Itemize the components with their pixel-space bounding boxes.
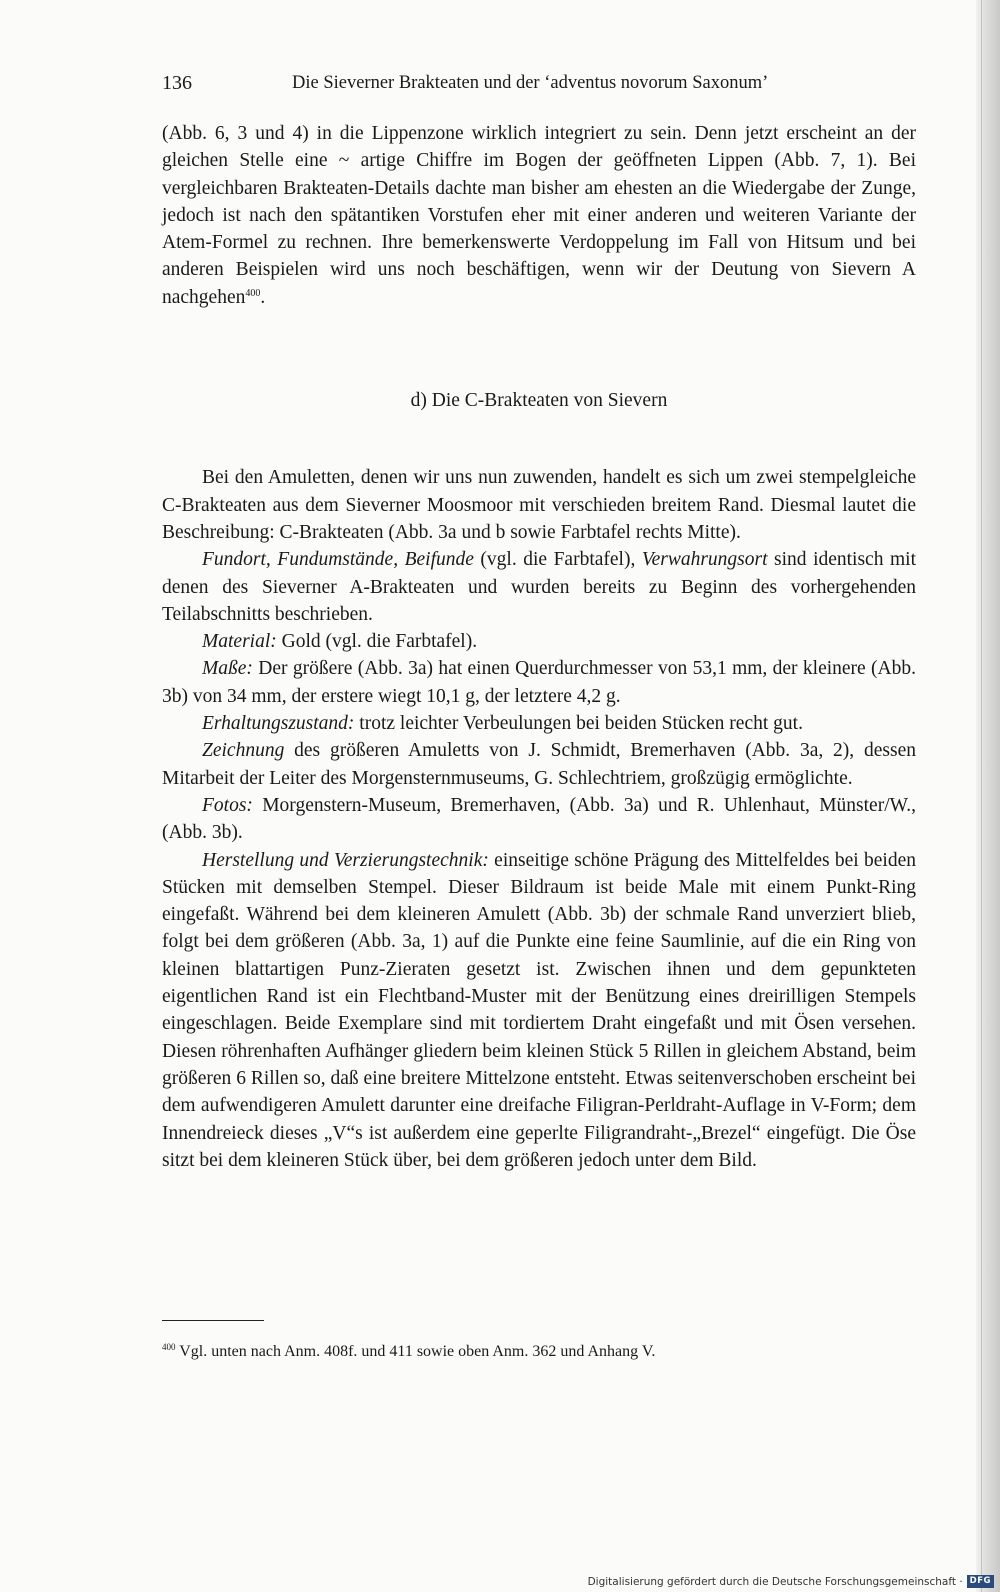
- label-erhaltung: Erhaltungszustand:: [202, 713, 355, 735]
- label-fotos: Fotos:: [202, 794, 253, 816]
- masse-text: Der größere (Abb. 3a) hat einen Querdurchmesser von 53,1 mm, der kleinere (Abb. 3b) von 34 mm, der erstere wiegt 10,1 g, der letztere 4,2 g.: [162, 658, 916, 707]
- page-header: [162, 72, 920, 102]
- credit-text: Digitalisierung gefördert durch die Deutsche Forschungsgemeinschaft ·: [587, 1575, 963, 1588]
- fundort-rest: sind identisch mit denen des Sieverner A-Brakteaten und wurden bereits zu Beginn des vorhergehenden Teilabschnitts beschrieben.: [162, 549, 916, 625]
- label-fundort: Fundort, Fundumstände, Beifunde: [202, 549, 474, 571]
- label-verwahrungsort: Verwahrungsort: [641, 549, 768, 571]
- intro-text-end: .: [260, 286, 266, 308]
- main-text: [162, 120, 916, 1174]
- paragraph-herstellung: [162, 847, 916, 1175]
- footnote-400: [162, 1343, 922, 1361]
- intro-text-b: artige Chiffre im Bogen der geöffneten Lippen (Abb. 7, 1). Bei vergleichbaren Brakteaten-Details dachte man bisher am ehesten an die Wiedergabe der Zunge, jedoch ist nach den spätantiken Vorstufen eher mit einer anderen und weiteren Variante der Atem-Formel zu rechnen. Ihre bemerkenswerte Verdoppelung im Fall von Hitsum und bei anderen Beispielen wird uns noch beschäftigen, wenn wir der Deutung von Sievern A nachgehen: [162, 150, 916, 308]
- page-edge-line: [981, 0, 982, 1592]
- label-material: Material:: [202, 631, 277, 653]
- herstellung-text: einseitige schöne Prägung des Mittelfeldes bei beiden Stücken mit demselben Stempel. Dieser Bildraum ist beide Male mit einem Punkt-Ring eingefaßt. Während bei dem kleineren Amulett (Abb. 3b) der schmale Rand unverziert blieb, folgt bei dem größeren (Abb. 3a, 1) auf die Punkte eine feine Saumlinie, auf die ein Ring von kleinen blattartigen Punz-Zieraten gesetzt ist. Zwischen ihnen und dem gepunkteten eigentlichen Rand ist ein Flechtband-Muster mit der Benützung eines dreirilligen Stempels eingeschlagen. Beide Exemplare sind mit tordiertem Draht eingefaßt und mit Ösen versehen. Diesen röhrenhaften Aufhänger gliedern beim kleinen Stück 5 Rillen in gleichem Abstand, beim größeren 6 Rillen so, daß eine breitere Mittelzone entsteht. Etwas seitenverschoben erscheint bei dem aufwendigeren Amulett darunter eine dreifache Filigran-Perldraht-Auflage in V-Form; dem Innendreieck dieses „V“s ist außerdem eine geperlte Filigrandraht-„Brezel“ eingefügt. Die Öse sitzt bei dem kleineren Stück über, bei dem größeren jedoch unter dem Bild.: [162, 849, 917, 1171]
- dfg-logo-icon[interactable]: DFG: [967, 1575, 994, 1588]
- material-text: Gold (vgl. die Farbtafel).: [276, 631, 478, 653]
- label-herstellung: Herstellung und Verzierungstechnik:: [202, 849, 489, 871]
- zeichnung-text: des größeren Amuletts von J. Schmidt, Bremerhaven (Abb. 3a, 2), dessen Mitarbeit der Leiter des Morgensternmuseums, G. Schlechtriem, großzügig ermöglichte.: [162, 740, 916, 789]
- footnote-ref-400[interactable]: 400: [245, 287, 261, 299]
- page-number: 136: [162, 72, 192, 94]
- page-edge-shadow: [976, 0, 1000, 1592]
- section-heading: d) Die C-Brakteaten von Sievern: [410, 390, 668, 412]
- paragraph-fotos: [162, 792, 916, 847]
- paragraph-intro: [162, 120, 916, 311]
- paragraph-erhaltung: [162, 710, 916, 737]
- fundort-mid: (vgl. die Farbtafel),: [473, 549, 642, 571]
- paragraph-masse: [162, 655, 916, 710]
- label-masse: Maße:: [202, 658, 253, 680]
- fotos-text: Morgenstern-Museum, Bremerhaven, (Abb. 3a) und R. Uhlenhaut, Münster/W., (Abb. 3b).: [162, 794, 916, 844]
- footnote-text: Vgl. unten nach Anm. 408f. und 411 sowie oben Anm. 362 und Anhang V.: [175, 1343, 656, 1360]
- digitization-credit: [588, 1574, 994, 1589]
- intro-text-a: (Abb. 6, 3 und 4) in die Lippenzone wirklich integriert zu sein. Denn jetzt erscheint an der gleichen Stelle eine: [162, 123, 916, 172]
- paragraph-intro-section: Bei den Amuletten, denen wir uns nun zuwenden, handelt es sich um zwei stempelgleiche C-Brakteaten aus dem Sieverner Moosmoor mit verschieden breitem Rand. Diesmal lautet die Beschreibung: C-Brakteaten (Abb. 3a und b sowie Farbtafel rechts Mitte).: [162, 467, 916, 543]
- erhaltung-text: trotz leichter Verbeulungen bei beiden Stücken recht gut.: [354, 713, 803, 735]
- label-zeichnung: Zeichnung: [202, 740, 285, 762]
- tilde-glyph: ~: [338, 150, 350, 172]
- paragraph-fundort: [162, 546, 916, 628]
- footnote-marker: 400: [162, 1342, 176, 1352]
- running-head: Die Sieverner Brakteaten und der ‘adventus novorum Saxonum’: [292, 73, 769, 93]
- footnote-rule: [162, 1320, 264, 1321]
- paragraph-zeichnung: [162, 737, 916, 792]
- paragraph-material: [162, 628, 916, 655]
